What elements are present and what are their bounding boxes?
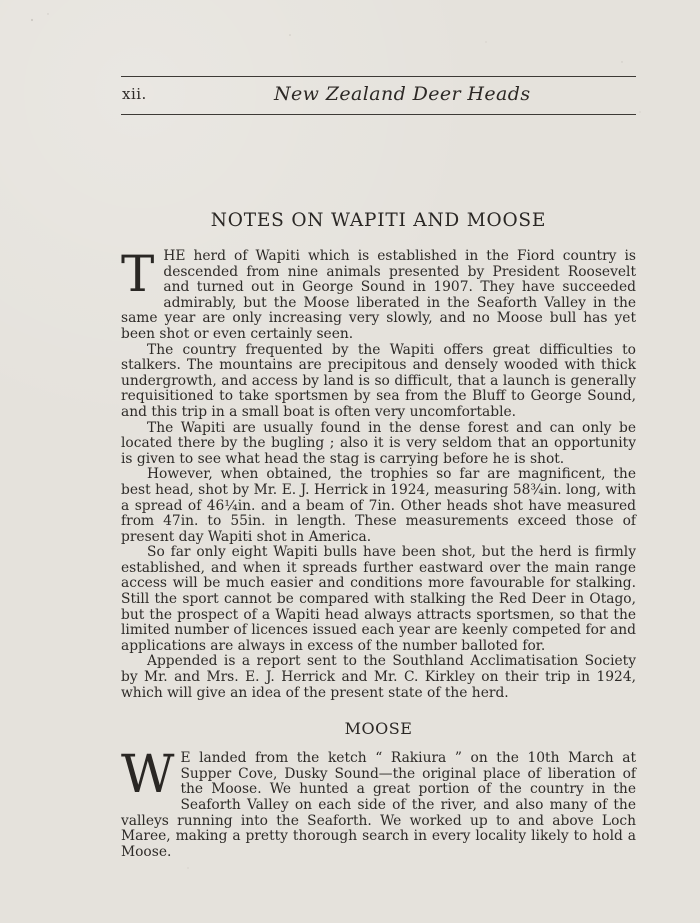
- drop-cap-t: T: [121, 245, 155, 303]
- header-bottom-rule: [121, 114, 636, 115]
- paragraph-moose-text: E landed from the ketch “ Rakiura ” on the 10th March at Supper Cove, Dusky Sound—the original place of liberation of the Moose. We hunted a great portion of the country in the Seaforth Valley on each side of the river, and also many of the valleys running into the Seaforth. We worked up to and above Loch Maree, making a pretty thorough search in every locality likely to hold a Moose.: [121, 750, 636, 860]
- paragraph-country: The country frequented by the Wapiti offers great difficulties to stalkers. The mountains are precipitous and densely wooded with thick undergrowth, and access by land is so difficult, that a launch is generally requisitioned to take sportsmen by sea from the Bluff to George Sound, and this trip in a small boat is often very uncomfortable.: [121, 341, 636, 420]
- page-header: [121, 76, 636, 116]
- paragraph-trophies: However, when obtained, the trophies so far are magnificent, the best head, shot by Mr. E. J. Herrick in 1924, measuring 58¾in. long, with a spread of 46¼in. and a beam of 7in. Other heads shot have measured from 47in. to 55in. in length. These measurements exceed those of present day Wapiti shot in America.: [121, 466, 636, 545]
- paragraph-report: Appended is a report sent to the Southland Acclimatisation Society by Mr. and Mrs. E. J. Herrick and Mr. C. Kirkley on their trip in 1924, which will give an idea of the present state of the herd.: [121, 653, 636, 701]
- article-body: [121, 210, 636, 860]
- paragraph-bugling: The Wapiti are usually found in the dense forest and can only be located there by the bugling ; also it is very seldom that an opportunity is given to see what head the stag is carrying before he is shot.: [121, 419, 636, 467]
- header-top-rule: [121, 76, 636, 77]
- drop-cap-w: W: [121, 745, 175, 806]
- paragraph-herd: So far only eight Wapiti bulls have been shot, but the herd is firmly established, and when it spreads further eastward over the main range access will be much easier and conditions more favourable for stalking. Still the sport cannot be compared with stalking the Red Deer in Otago, but the prospect of a Wapiti head always attracts sportsmen, so that the limited number of licences issued each year are keenly competed for and applications are always in excess of the number balloted for.: [121, 544, 636, 654]
- paragraph-moose: [121, 745, 636, 860]
- article-title: NOTES ON WAPITI AND MOOSE: [210, 210, 547, 231]
- paragraph-intro-text: HE herd of Wapiti which is established in the Fiord country is descended from nine animals presented by President Roosevelt and turned out in George Sound in 1907. They have succeeded admirably, but the Moose liberated in the Seaforth Valley in the same year are only increasing very slowly, and no Moose bull has yet been shot or even certainly seen.: [121, 248, 636, 342]
- section-heading-moose: MOOSE: [344, 719, 413, 739]
- running-title: New Zealand Deer Heads: [274, 83, 531, 105]
- paragraph-intro: [121, 245, 636, 343]
- page-number: xii.: [122, 85, 147, 103]
